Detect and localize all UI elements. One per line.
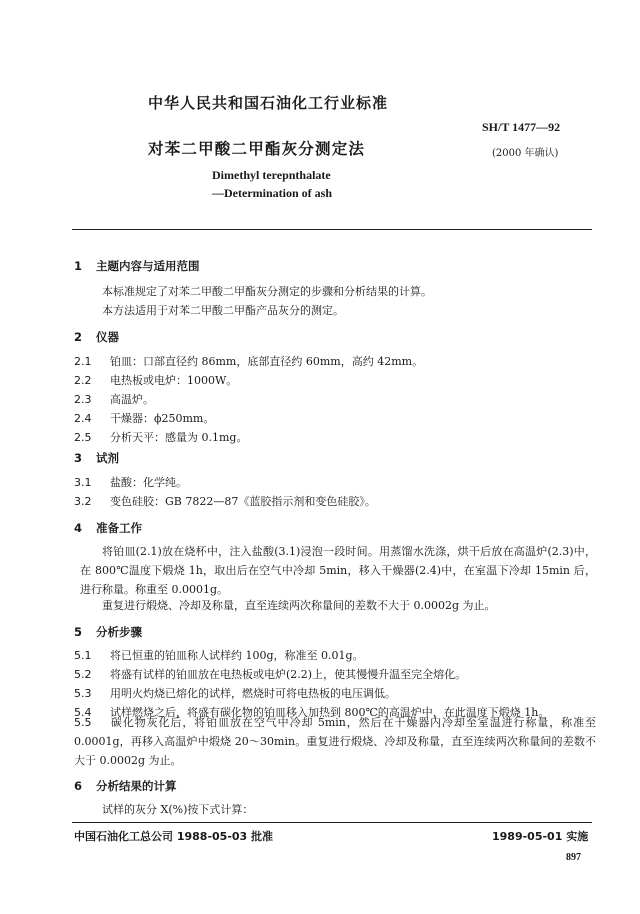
implementation-date: 1989-05-01 实施: [492, 830, 589, 843]
item-text: 盐酸：化学纯。: [110, 476, 187, 489]
approval-date: 中国石油化工总公司 1988-05-03 批准: [74, 830, 274, 843]
page-title: 对苯二甲酸二甲酯灰分测定法: [148, 140, 366, 158]
item-text: 将盛有试样的铂皿放在电热板或电炉(2.2)上，使其慢慢升温至完全熔化。: [110, 668, 467, 681]
item-number: 2.2: [74, 374, 92, 387]
item-number: 5.5: [74, 716, 92, 729]
item-number: 5.3: [74, 687, 92, 700]
list-item: [74, 410, 214, 426]
standard-code: SH/T 1477—92: [482, 120, 561, 134]
section-2-heading: [74, 329, 119, 345]
section-title: 试剂: [96, 451, 119, 465]
footer-divider: [72, 822, 592, 823]
section-title: 主题内容与适用范围: [96, 259, 200, 273]
confirmation-note: (2000 年确认): [492, 148, 559, 159]
section-title: 准备工作: [96, 521, 142, 535]
section-3-heading: [74, 450, 119, 466]
section-number: 3: [74, 451, 83, 465]
paragraph: 将铂皿(2.1)放在烧杯中，注入盐酸(3.1)浸泡一段时间。用蒸馏水洗涤，烘干后放在高温炉(2.3)中，在 800℃温度下煅烧 1h，取出后在空气中冷却 5min，移入干燥器(2.4)中，在室温下冷却 15min 后，进行称量。称重至 0.0001g。: [80, 545, 596, 596]
section-number: 1: [74, 259, 83, 273]
list-item: [74, 474, 187, 490]
paragraph-5-5: [74, 713, 596, 770]
section-1-heading: [74, 258, 200, 274]
item-text: 分析天平：感量为 0.1mg。: [110, 431, 248, 444]
list-item: [74, 493, 376, 509]
item-text: 用明火灼烧已熔化的试样，燃烧时可将电热板的电压调低。: [110, 687, 396, 700]
section-number: 2: [74, 330, 83, 344]
item-text: 碳化物灰化后，将铂皿放在空气中冷却 5min，然后在干燥器内冷却至室温进行称量，称准至 0.0001g，再移入高温炉中煅烧 20～30min。重复进行煅烧、冷却及称量，直至连续两次称量间的差数不大于 0.0002g 为止。: [74, 716, 596, 767]
section-title: 分析步骤: [96, 625, 142, 639]
english-title-line-1: Dimethyl terepnthalate: [212, 168, 331, 182]
section-title: 分析结果的计算: [96, 779, 177, 793]
list-item: [74, 647, 364, 663]
item-number: 2.1: [74, 355, 92, 368]
list-item: [74, 429, 247, 445]
item-number: 2.3: [74, 393, 92, 406]
paragraph: 本标准规定了对苯二甲酸二甲酯灰分测定的步骤和分析结果的计算。: [102, 285, 432, 298]
section-title: 仪器: [96, 330, 119, 344]
item-number: 2.4: [74, 412, 92, 425]
item-text: 铂皿：口部直径约 86mm，底部直径约 60mm，高约 42mm。: [110, 355, 424, 368]
paragraph: 重复进行煅烧、冷却及称量，直至连续两次称量间的差数不大于 0.0002g 为止。: [102, 599, 496, 612]
item-number: 3.2: [74, 495, 92, 508]
item-text: 干燥器：ϕ250mm。: [110, 412, 215, 425]
section-5-heading: [74, 624, 142, 640]
paragraph: 本方法适用于对苯二甲酸二甲酯产品灰分的测定。: [102, 304, 344, 317]
item-number: 3.1: [74, 476, 92, 489]
item-number: 2.5: [74, 431, 92, 444]
section-6-heading: [74, 778, 177, 794]
item-number: 5.1: [74, 649, 92, 662]
item-text: 电热板或电炉：1000W。: [110, 374, 238, 387]
section-4-heading: [74, 520, 142, 536]
page-number: 897: [566, 852, 581, 863]
list-item: [74, 391, 154, 407]
section-number: 6: [74, 779, 83, 793]
list-item: [74, 353, 423, 369]
list-item: [74, 372, 237, 388]
paragraph: 试样的灰分 X(%)按下式计算：: [102, 803, 254, 816]
list-item: [74, 666, 466, 682]
section-number: 5: [74, 625, 83, 639]
item-text: 高温炉。: [110, 393, 154, 406]
item-text: 变色硅胶：GB 7822—87《蓝胶指示剂和变色硅胶》。: [110, 495, 376, 508]
item-text: 试样燃烧之后，将盛有碳化物的铂皿移入加热到 800℃的高温炉中，在此温度下煅烧 1h。: [110, 706, 550, 719]
item-text: 将已恒重的铂皿称人试样约 100g，称准至 0.01g。: [110, 649, 364, 662]
issuing-organization: 中华人民共和国石油化工行业标准: [148, 94, 389, 112]
item-number: 5.4: [74, 706, 92, 719]
english-title-line-2: —Determination of ash: [212, 186, 332, 200]
header-divider: [72, 229, 592, 230]
item-number: 5.2: [74, 668, 92, 681]
section-number: 4: [74, 521, 83, 535]
list-item: [74, 685, 396, 701]
